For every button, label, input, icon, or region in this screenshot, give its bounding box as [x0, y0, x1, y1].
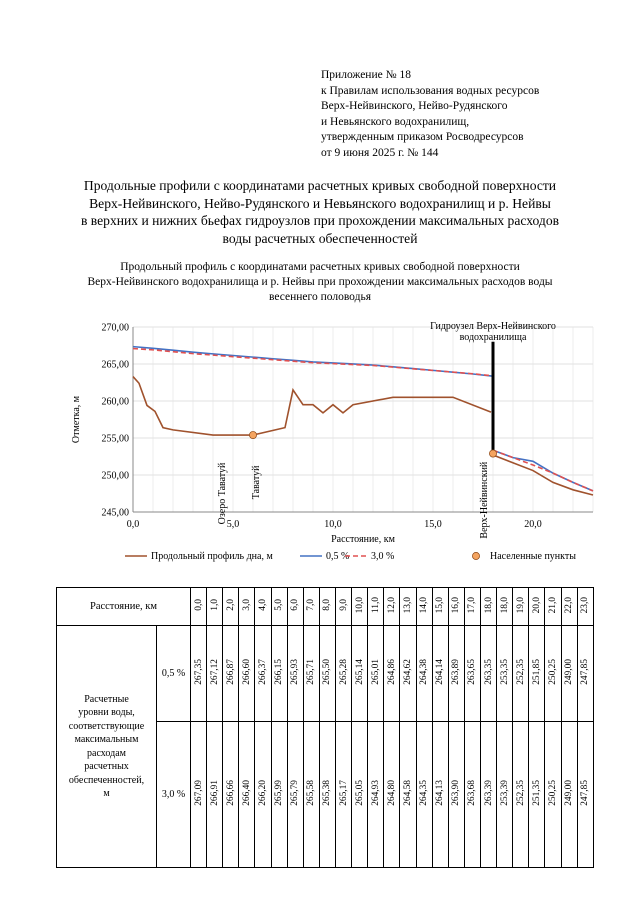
distance-cell — [513, 588, 529, 626]
level-cell — [529, 722, 545, 868]
level-cell — [432, 626, 448, 722]
level-value: 266,66 — [225, 780, 236, 806]
appendix-line: и Невьянского водохранилищ, — [321, 115, 470, 128]
level-value: 265,79 — [290, 780, 301, 806]
level-cell — [545, 722, 561, 868]
level-cell — [545, 626, 561, 722]
distance-value: 13,0 — [402, 596, 413, 614]
level-value: 263,68 — [467, 780, 478, 806]
level-cell — [303, 722, 319, 868]
appendix-line: утвержденным приказом Росводресурсов — [321, 131, 524, 144]
distance-value: 18,0 — [483, 596, 494, 614]
level-cell — [223, 626, 239, 722]
level-value: 249,00 — [564, 780, 575, 806]
level-value: 264,62 — [402, 659, 413, 685]
level-cell — [287, 626, 303, 722]
level-cell — [561, 626, 577, 722]
distance-cell — [352, 588, 368, 626]
level-cell — [513, 722, 529, 868]
x-tick-label: 10,0 — [324, 519, 342, 530]
distance-value: 4,0 — [258, 599, 268, 611]
distance-cell — [271, 588, 287, 626]
distance-cell — [223, 588, 239, 626]
distance-cell — [416, 588, 432, 626]
level-cell — [336, 722, 352, 868]
distance-cell — [239, 588, 255, 626]
distance-value: 23,0 — [580, 596, 591, 614]
level-value: 263,90 — [451, 780, 462, 806]
level-cell — [223, 722, 239, 868]
level-cell — [319, 722, 335, 868]
y-tick-label: 250,00 — [101, 470, 129, 482]
level-value: 265,58 — [306, 780, 317, 806]
distance-cell — [529, 588, 545, 626]
level-value: 263,35 — [483, 659, 494, 685]
parameter-label-line: м — [103, 788, 110, 799]
level-value: 265,14 — [354, 659, 365, 685]
level-value: 265,01 — [370, 659, 381, 685]
distance-value: 17,0 — [467, 596, 478, 614]
level-cell — [255, 626, 271, 722]
level-cell — [480, 626, 496, 722]
probability-label: 3,0 % — [157, 722, 191, 868]
dam-label: водохранилища — [459, 332, 527, 343]
level-value: 263,89 — [451, 659, 462, 685]
distance-cell — [368, 588, 384, 626]
distance-value: 10,0 — [354, 596, 365, 614]
distance-cell — [432, 588, 448, 626]
distance-cell — [577, 588, 593, 626]
level-cell — [464, 722, 480, 868]
appendix-line: к Правилам использования водных ресурсов — [321, 84, 540, 97]
title-line: в верхних и нижних бьефах гидроузлов при прохождении максимальных расходов — [80, 213, 560, 229]
parameter-label-line: Расчетные — [84, 693, 129, 705]
distance-value: 21,0 — [547, 596, 558, 614]
level-value: 252,35 — [515, 659, 526, 685]
legend-label: 3,0 % — [371, 551, 395, 562]
level-cell — [384, 722, 400, 868]
level-value: 265,17 — [338, 780, 349, 806]
distance-value: 8,0 — [322, 599, 333, 611]
water-levels-table — [56, 587, 594, 868]
parameter-label-line: соответствующие — [68, 720, 145, 732]
level-cell — [368, 626, 384, 722]
distance-value: 0,0 — [193, 599, 204, 611]
settlement-point — [249, 431, 256, 438]
level-value: 264,14 — [435, 659, 446, 685]
subtitle-line: весеннего половодья — [269, 290, 371, 303]
level-value: 267,12 — [209, 659, 220, 685]
level-cell — [303, 626, 319, 722]
level-cell — [191, 626, 207, 722]
level-value: 247,85 — [580, 780, 591, 806]
level-value: 265,05 — [354, 780, 365, 806]
distance-cell — [545, 588, 561, 626]
series-line — [493, 450, 593, 491]
level-value: 267,09 — [193, 780, 204, 806]
probability-label: 0,5 % — [157, 626, 191, 722]
appendix-line: Верх-Нейвинского, Нейво-Рудянского — [321, 100, 508, 113]
level-cell — [577, 722, 593, 868]
x-tick-label: 15,0 — [424, 519, 442, 530]
distance-value: 20,0 — [531, 596, 542, 614]
distance-value: 15,0 — [435, 596, 446, 614]
place-annotation: Озеро Таватуй — [217, 462, 228, 525]
y-tick-label: 245,00 — [101, 507, 129, 519]
level-cell — [480, 722, 496, 868]
y-axis-label: Отметка, м — [71, 395, 82, 444]
parameter-label-line: расходам — [87, 747, 126, 759]
level-cell — [432, 722, 448, 868]
level-cell — [368, 722, 384, 868]
level-value: 264,93 — [370, 780, 381, 806]
distance-cell — [255, 588, 271, 626]
level-cell — [352, 626, 368, 722]
level-cell — [239, 626, 255, 722]
subtitle-line: Верх-Нейвинского водохранилища и р. Нейвы при прохождении максимальных расходов воды — [87, 275, 553, 288]
x-tick-label: 0,0 — [126, 519, 140, 530]
level-value: 265,71 — [306, 659, 317, 685]
level-value: 247,85 — [580, 659, 591, 685]
level-value: 251,85 — [531, 659, 542, 685]
level-cell — [319, 626, 335, 722]
level-cell — [271, 722, 287, 868]
level-cell — [497, 722, 513, 868]
level-value: 264,80 — [386, 780, 397, 806]
level-value: 265,38 — [322, 780, 333, 806]
x-axis-label: Расстояние, км — [331, 534, 395, 545]
level-value: 264,35 — [419, 780, 430, 806]
x-tick-label: 20,0 — [524, 519, 542, 530]
level-value: 266,40 — [241, 780, 252, 806]
distance-value: 7,0 — [306, 599, 317, 611]
appendix-line: Приложение № 18 — [321, 69, 411, 81]
level-value: 253,39 — [499, 780, 510, 806]
y-tick-label: 260,00 — [101, 396, 129, 408]
distance-cell — [448, 588, 464, 626]
dam-label: Гидроузел Верх-Нейвинского — [430, 321, 556, 332]
parameter-label-line: расчетных — [84, 761, 129, 772]
level-cell — [561, 722, 577, 868]
level-cell — [577, 626, 593, 722]
level-value: 250,25 — [547, 780, 558, 806]
parameter-label-line: обеспеченностей, — [68, 774, 145, 786]
y-tick-label: 255,00 — [101, 433, 129, 445]
level-cell — [384, 626, 400, 722]
level-cell — [464, 626, 480, 722]
level-cell — [448, 722, 464, 868]
y-tick-label: 265,00 — [101, 359, 129, 371]
level-value: 266,37 — [258, 659, 268, 685]
level-value: 266,20 — [258, 780, 268, 806]
distance-cell — [287, 588, 303, 626]
level-cell — [207, 626, 223, 722]
distance-cell — [480, 588, 496, 626]
distance-cell — [207, 588, 223, 626]
level-value: 264,86 — [386, 659, 397, 685]
legend-label: Населенные пункты — [490, 551, 576, 562]
level-value: 266,60 — [241, 659, 252, 685]
distance-value: 6,0 — [290, 599, 301, 611]
distance-cell — [384, 588, 400, 626]
series-line — [133, 377, 491, 435]
distance-cell — [561, 588, 577, 626]
distance-cell — [400, 588, 416, 626]
place-annotation: Верх-Нейвинский — [479, 461, 490, 539]
distance-cell — [191, 588, 207, 626]
level-value: 264,13 — [435, 780, 446, 806]
parameter-label-line: уровни воды, — [78, 707, 135, 718]
distance-cell — [336, 588, 352, 626]
legend-marker — [472, 552, 479, 559]
level-cell — [400, 722, 416, 868]
y-tick-label: 270,00 — [101, 322, 129, 334]
level-value: 264,58 — [402, 780, 413, 806]
distance-value: 16,0 — [451, 596, 462, 614]
level-value: 267,35 — [193, 659, 204, 685]
level-cell — [255, 722, 271, 868]
distance-value: 19,0 — [515, 596, 526, 614]
level-value: 266,91 — [209, 780, 220, 806]
x-tick-label: 5,0 — [226, 519, 240, 530]
distance-value: 9,0 — [338, 599, 349, 611]
level-cell — [239, 722, 255, 868]
distance-value: 3,0 — [241, 599, 252, 611]
level-cell — [207, 722, 223, 868]
level-cell — [513, 626, 529, 722]
distance-cell — [319, 588, 335, 626]
parameter-label-line: максимальным — [74, 734, 139, 745]
subtitle-line: Продольный профиль с координатами расчетных кривых свободной поверхности — [120, 261, 520, 273]
distance-value: 12,0 — [386, 596, 397, 614]
level-value: 253,35 — [499, 659, 510, 685]
distance-value: 1,0 — [209, 599, 220, 611]
parameter-label — [57, 626, 157, 868]
level-value: 266,15 — [274, 659, 285, 685]
title-line: Верх-Нейвинского, Нейво-Рудянского и Невьянского водохранилищ и р. Нейвы — [89, 195, 551, 211]
level-value: 265,28 — [338, 659, 349, 685]
distance-value: 22,0 — [564, 596, 575, 614]
level-cell — [416, 722, 432, 868]
level-value: 251,35 — [531, 780, 542, 806]
distance-cell — [464, 588, 480, 626]
level-value: 264,38 — [419, 659, 430, 685]
level-value: 249,00 — [564, 659, 575, 685]
level-cell — [336, 626, 352, 722]
distance-value: 18,0 — [499, 596, 510, 614]
level-value: 263,39 — [483, 780, 494, 806]
level-cell — [287, 722, 303, 868]
level-cell — [400, 626, 416, 722]
level-cell — [448, 626, 464, 722]
level-value: 265,50 — [322, 659, 333, 685]
appendix-line: от 9 июня 2025 г. № 144 — [321, 146, 439, 159]
distance-cell — [497, 588, 513, 626]
level-value: 263,65 — [467, 659, 478, 685]
level-value: 266,87 — [225, 659, 236, 685]
legend-label: Продольный профиль дна, м — [151, 551, 273, 562]
place-annotation: Таватуй — [251, 465, 262, 500]
title-line: воды расчетных обеспеченностей — [222, 230, 418, 246]
level-cell — [352, 722, 368, 868]
distance-value: 2,0 — [225, 599, 236, 611]
level-cell — [191, 722, 207, 868]
distance-value: 5,0 — [274, 599, 285, 611]
distance-header: Расстояние, км — [57, 588, 191, 626]
settlement-point — [489, 450, 496, 457]
distance-value: 11,0 — [370, 596, 381, 614]
level-cell — [271, 626, 287, 722]
distance-cell — [303, 588, 319, 626]
title-line: Продольные профили с координатами расчетных кривых свободной поверхности — [83, 178, 557, 193]
level-cell — [497, 626, 513, 722]
legend-label: 0,5 % — [326, 551, 350, 562]
level-cell — [529, 626, 545, 722]
level-value: 252,35 — [515, 780, 526, 806]
distance-value: 14,0 — [419, 596, 430, 614]
level-value: 250,25 — [547, 659, 558, 685]
level-value: 265,93 — [290, 659, 301, 685]
level-cell — [416, 626, 432, 722]
level-value: 265,99 — [274, 780, 285, 806]
